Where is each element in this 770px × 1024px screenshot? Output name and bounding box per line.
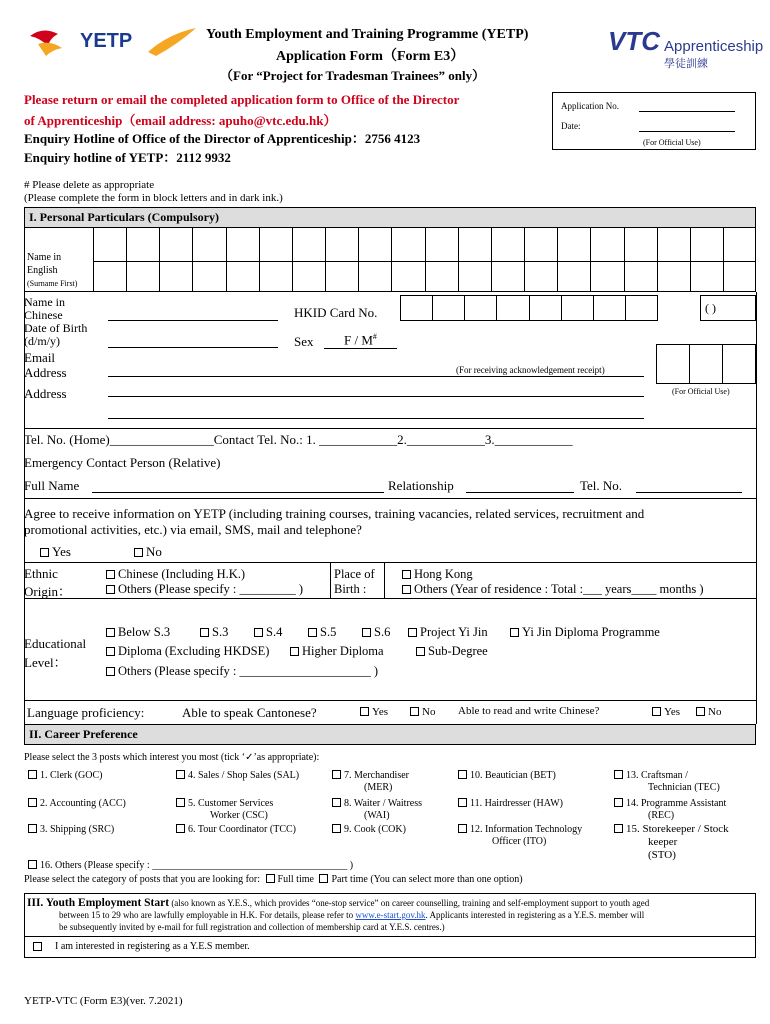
post-13-label: 13. Craftsman / [626, 770, 688, 781]
emergency-tel-input[interactable] [636, 492, 742, 493]
notice-line-3: Enquiry Hotline of Office of the Director of Apprenticeship：2756 4123 [24, 131, 421, 146]
read-write-yes-label: Yes [664, 706, 681, 718]
post-13-checkbox[interactable] [614, 770, 623, 779]
email-label: Email [24, 350, 56, 365]
post-12-checkbox[interactable] [458, 824, 467, 833]
read-write-label: Able to read and write Chinese? [458, 705, 600, 717]
official-use-box [552, 92, 756, 150]
birth-hk[interactable] [402, 567, 473, 582]
edu-s6[interactable] [362, 625, 390, 640]
agree-no-checkbox[interactable] [134, 548, 143, 557]
form-title-3: （For “Project for Tradesman Trainees” only） [220, 68, 486, 83]
post-8-label: 8. Waiter / Waitress [344, 798, 423, 809]
application-no-label: Application No. [561, 101, 619, 111]
emergency-label: Emergency Contact Person (Relative) [24, 455, 221, 470]
category-line [24, 874, 523, 885]
hkid-label: HKID Card No. [294, 305, 378, 320]
post-16-checkbox[interactable] [28, 860, 37, 869]
sex-mark: # [372, 332, 377, 341]
agree-yes[interactable] [40, 544, 71, 560]
yes-member-label: I am interested in registering as a Y.E.S member. [55, 941, 250, 952]
section-3-desc-3: be subsequently invited by e-mail for full registration and collection of membership card at Y.E.S. centres.) [59, 922, 445, 932]
part-time-label: Part time (You can select more than one option) [331, 874, 523, 885]
ethnic-chinese-label: Chinese (Including H.K.) [118, 567, 246, 581]
complete-instruction: (Please complete the form in block letters and in dark ink.) [24, 192, 283, 204]
ethnic-others-checkbox[interactable] [106, 585, 115, 594]
agree-yes-checkbox[interactable] [40, 548, 49, 557]
post-13[interactable] [614, 770, 688, 781]
hkid-check-digit[interactable] [700, 295, 756, 321]
edu-sub-degree[interactable] [416, 644, 488, 659]
name-chinese-input[interactable] [108, 320, 278, 321]
yes-member-row [24, 937, 756, 958]
edu-diploma[interactable] [106, 644, 269, 659]
category-instruction: Please select the category of posts that you are looking for: [24, 874, 261, 885]
birth-others-checkbox[interactable] [402, 585, 411, 594]
edu-diploma-label: Diploma (Excluding HKDSE) [118, 644, 270, 658]
post-14[interactable] [614, 798, 726, 809]
post-8[interactable] [332, 798, 422, 809]
read-write-yes-checkbox[interactable] [652, 707, 661, 716]
post-13-line-2: Technician (TEC) [648, 782, 720, 793]
post-10-checkbox[interactable] [458, 770, 467, 779]
name-chinese-label: Name in [24, 295, 65, 309]
edu-higher-dip[interactable] [290, 644, 384, 659]
edu-yijin-dip-label: Yi Jin Diploma Programme [522, 625, 660, 639]
agree-line-1: Agree to receive information on YETP (including training courses, training vacancies, related services, recruitment and [24, 506, 645, 521]
post-11-checkbox[interactable] [458, 798, 467, 807]
surname-first-label: (Surname First) [27, 279, 78, 288]
edu-below-s3-checkbox[interactable] [106, 628, 115, 637]
name-english-label: Name in [27, 252, 62, 263]
post-7-line-2: (MER) [364, 782, 393, 793]
birth-others-label: Others (Year of residence : Total :___ years____ months ) [414, 582, 704, 596]
post-6-label: 6. Tour Coordinator (TCC) [188, 824, 296, 835]
section-1-title: I. Personal Particulars (Compulsory) [24, 207, 756, 228]
post-1-label: 1. Clerk (GOC) [40, 770, 103, 781]
sex-value[interactable] [324, 332, 397, 349]
edu-others-label: Others (Please specify : _____________________ ) [118, 664, 379, 678]
official-use-note: (For Official Use) [643, 138, 701, 147]
dob-input[interactable] [108, 347, 278, 348]
dob-label-2: (d/m/y) [24, 334, 60, 348]
yetp-logo [28, 24, 198, 60]
edu-below-s3[interactable] [106, 625, 170, 640]
form-title-1: Youth Employment and Training Programme (YETP) [206, 27, 529, 42]
vtc-chinese-text: 學徒訓練 [664, 57, 708, 70]
post-5[interactable] [176, 798, 273, 809]
tel-line: Tel. No. (Home)________________Contact Tel. No.: 1. ____________2.____________3.____________ [24, 432, 573, 447]
name-english-row-2[interactable] [93, 262, 756, 292]
post-12[interactable] [458, 824, 582, 835]
post-4-label: 4. Sales / Shop Sales (SAL) [188, 770, 300, 781]
address-input-1[interactable] [108, 396, 644, 397]
post-5-checkbox[interactable] [176, 798, 185, 807]
hkid-input[interactable] [400, 295, 658, 321]
section-3-desc-2b: . Applicants interested in registering as a Y.E.S. member will [425, 910, 645, 920]
agree-no-label: No [146, 544, 162, 559]
email-label-2: Address [24, 365, 67, 380]
post-3-label: 3. Shipping (SRC) [40, 824, 115, 835]
ethnic-others[interactable] [106, 582, 303, 597]
edu-s6-label: S.6 [374, 625, 391, 639]
edu-s4[interactable] [254, 625, 282, 640]
email-input[interactable] [108, 376, 644, 377]
read-write-no-checkbox[interactable] [696, 707, 705, 716]
posts-instruction: Please select the 3 posts which interest you most (tick ‘✓’as appropriate): [24, 752, 320, 763]
ethnic-others-label: Others (Please specify : _________ ) [118, 582, 304, 596]
cantonese-yes-label: Yes [372, 706, 389, 718]
cantonese-yes[interactable] [360, 706, 388, 718]
sex-value-text: F / M [344, 332, 373, 348]
post-2-checkbox[interactable] [28, 798, 37, 807]
edu-yijin-dip[interactable] [510, 625, 660, 640]
post-12-label: 12. Information Technology [470, 824, 583, 835]
edu-diploma-checkbox[interactable] [106, 647, 115, 656]
post-7-checkbox[interactable] [332, 770, 341, 779]
section-3-title: III. Youth Employment Start [27, 897, 170, 909]
section-2-title: II. Career Preference [24, 724, 756, 745]
relationship-label: Relationship [388, 478, 454, 493]
birth-hk-label: Hong Kong [414, 567, 473, 581]
fullname-label: Full Name [24, 478, 80, 493]
notice-line-4: Enquiry hotline of YETP：2112 9932 [24, 150, 231, 165]
edu-s5-checkbox[interactable] [308, 628, 317, 637]
cantonese-yes-checkbox[interactable] [360, 707, 369, 716]
edu-sub-degree-checkbox[interactable] [416, 647, 425, 656]
post-6-checkbox[interactable] [176, 824, 185, 833]
yetp-logo-text: YETP [80, 30, 133, 52]
edu-s4-checkbox[interactable] [254, 628, 263, 637]
ethnic-chinese[interactable] [106, 567, 245, 582]
vtc-logo-text: VTC [608, 26, 660, 56]
edu-yijin-checkbox[interactable] [408, 628, 417, 637]
post-1[interactable] [28, 770, 103, 781]
post-3[interactable] [28, 824, 114, 835]
delete-instruction: # Please delete as appropriate [24, 179, 155, 191]
section-3-desc-2a: between 15 to 29 who are lawfully employable in H.K. For details, please refer to [59, 910, 356, 920]
agree-line-2: promotional activities, etc.) via email, SMS, mail and telephone? [24, 522, 362, 537]
hkid-paren: ( ) [705, 301, 716, 315]
edu-s5[interactable] [308, 625, 336, 640]
post-16-label: 16. Others (Please specify : _______________________________________ ) [40, 860, 354, 871]
edu-higher-dip-label: Higher Diploma [302, 644, 384, 658]
post-3-checkbox[interactable] [28, 824, 37, 833]
post-14-checkbox[interactable] [614, 798, 623, 807]
cantonese-no-checkbox[interactable] [410, 707, 419, 716]
full-time-checkbox[interactable] [266, 874, 275, 883]
read-write-no[interactable] [696, 706, 721, 718]
date-label: Date: [561, 121, 581, 131]
post-14-label: 14. Programme Assistant [626, 798, 727, 809]
post-15-line-3: (STO) [648, 849, 676, 861]
edu-s3-label: S.3 [212, 625, 229, 639]
edu-yijin-dip-checkbox[interactable] [510, 628, 519, 637]
post-2[interactable] [28, 798, 126, 809]
post-4[interactable] [176, 770, 299, 781]
post-5-label: 5. Customer Services [188, 798, 274, 809]
post-7-label: 7. Merchandiser [344, 770, 409, 781]
post-15-label: 15. Storekeeper / Stock [626, 823, 729, 835]
post-14-line-2: (REC) [648, 810, 675, 821]
education-label: Educational [24, 636, 87, 651]
post-9-checkbox[interactable] [332, 824, 341, 833]
footer-version: YETP-VTC (Form E3)(ver. 7.2021) [24, 995, 183, 1007]
part-time-checkbox[interactable] [319, 874, 328, 883]
agree-yes-label: Yes [52, 544, 71, 559]
address-label: Address [24, 386, 67, 401]
post-5-line-2: Worker (CSC) [210, 810, 268, 821]
official-use-grid [656, 344, 756, 384]
birth-others[interactable] [402, 582, 704, 597]
post-11[interactable] [458, 798, 563, 809]
edu-yijin[interactable] [408, 625, 488, 640]
official-use-label: (For Official Use) [672, 387, 730, 396]
post-1-checkbox[interactable] [28, 770, 37, 779]
ethnic-label: Ethnic [24, 566, 58, 581]
sex-label: Sex [294, 334, 314, 349]
edu-s3[interactable] [200, 625, 228, 640]
edu-below-s3-label: Below S.3 [118, 625, 171, 639]
edu-others[interactable] [106, 664, 378, 679]
estart-link[interactable]: www.e-start.gov.hk [355, 910, 426, 920]
vtc-logo [608, 22, 764, 72]
post-4-checkbox[interactable] [176, 770, 185, 779]
email-note: (For receiving acknowledgement receipt) [456, 365, 605, 375]
post-12-line-2: Officer (ITO) [492, 836, 547, 847]
post-10-label: 10. Beautician (BET) [470, 770, 556, 781]
cantonese-no[interactable] [410, 706, 435, 718]
section-3-line-3 [27, 921, 753, 933]
cantonese-label: Able to speak Cantonese? [182, 705, 317, 720]
edu-sub-degree-label: Sub-Degree [428, 644, 488, 658]
edu-s6-checkbox[interactable] [362, 628, 371, 637]
fullname-input[interactable] [92, 492, 384, 493]
post-9[interactable] [332, 824, 406, 835]
yes-member-checkbox[interactable] [33, 942, 42, 951]
edu-higher-dip-checkbox[interactable] [290, 647, 299, 656]
name-chinese-label-2: Chinese [24, 308, 63, 322]
section-3-box [24, 893, 756, 937]
ethnic-chinese-checkbox[interactable] [106, 570, 115, 579]
cantonese-no-label: No [422, 706, 436, 718]
place-of-label: Place of [334, 567, 375, 581]
form-title-2: Application Form（Form E3） [276, 49, 465, 64]
read-write-no-label: No [708, 706, 722, 718]
origin-label: Origin： [24, 584, 71, 599]
name-english-label-2: English [27, 265, 58, 276]
post-15[interactable] [614, 823, 729, 835]
notice-line-2: of Apprenticeship（email address: apuho@vtc.edu.hk） [24, 113, 337, 128]
notice-line-1: Please return or email the completed application form to Office of the Director [24, 92, 460, 107]
post-2-label: 2. Accounting (ACC) [40, 798, 126, 809]
post-10[interactable] [458, 770, 556, 781]
post-8-checkbox[interactable] [332, 798, 341, 807]
birth-label: Birth : [334, 582, 367, 596]
post-15-checkbox[interactable] [614, 824, 623, 833]
full-time-label: Full time [277, 874, 314, 885]
post-9-label: 9. Cook (COK) [344, 824, 406, 835]
birth-hk-checkbox[interactable] [402, 570, 411, 579]
dob-label: Date of Birth [24, 321, 88, 335]
read-write-yes[interactable] [652, 706, 680, 718]
section-3-line-1 [27, 897, 753, 909]
edu-yijin-label: Project Yi Jin [420, 625, 488, 639]
edu-s3-checkbox[interactable] [200, 628, 209, 637]
level-label: Level： [24, 655, 67, 670]
relationship-input[interactable] [466, 492, 574, 493]
name-english-block [24, 228, 756, 292]
edu-s4-label: S.4 [266, 625, 283, 639]
emergency-tel-label: Tel. No. [580, 478, 623, 493]
address-input-2[interactable] [108, 418, 644, 419]
edu-s5-label: S.5 [320, 625, 337, 639]
post-6[interactable] [176, 824, 296, 835]
edu-others-checkbox[interactable] [106, 667, 115, 676]
post-8-line-2: (WAI) [364, 810, 390, 821]
agree-no[interactable] [134, 544, 162, 560]
name-english-row-1[interactable] [93, 228, 756, 262]
post-7[interactable] [332, 770, 409, 781]
vtc-apprenticeship-text: Apprenticeship [664, 38, 764, 55]
language-label: Language proficiency: [27, 705, 145, 720]
section-3-line-2 [27, 909, 753, 921]
post-15-line-2: keeper [648, 836, 678, 848]
post-11-label: 11. Hairdresser (HAW) [470, 798, 563, 809]
section-3-desc-1: (also known as Y.E.S., which provides “one-stop service” on career counselling, training and self-employment support to youth aged [171, 898, 650, 908]
post-16[interactable] [28, 860, 353, 871]
